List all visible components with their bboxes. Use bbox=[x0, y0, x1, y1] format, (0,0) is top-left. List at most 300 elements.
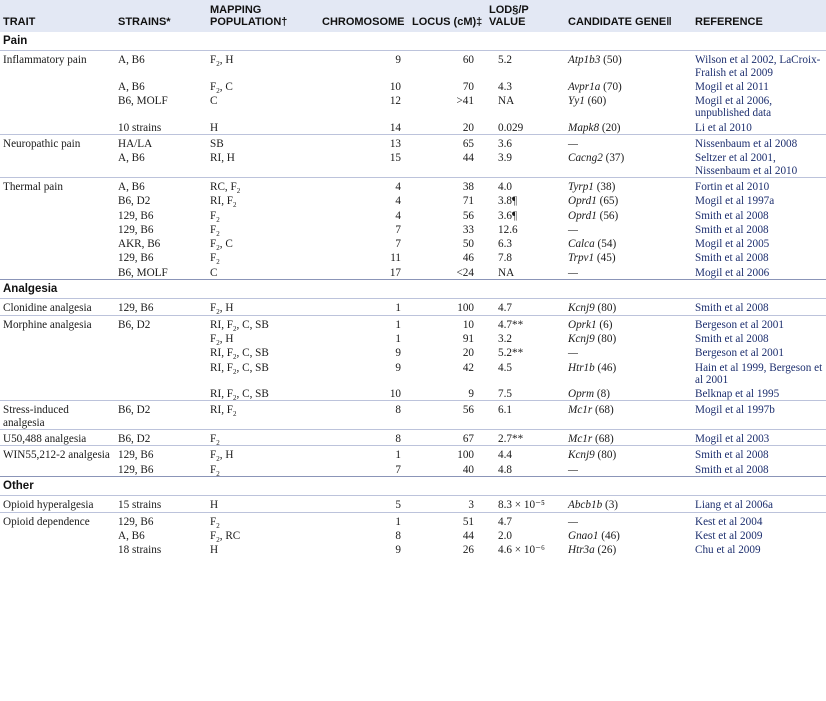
locus-cell: 70 bbox=[462, 80, 474, 93]
table-row bbox=[0, 462, 826, 477]
reference-cell: Liang et al 2006a bbox=[692, 496, 826, 512]
candidate-gene: Gnao1 bbox=[568, 529, 599, 542]
lod-cell: 4.6 × 10⁻⁶ bbox=[498, 544, 545, 557]
locus-cell: 60 bbox=[409, 51, 486, 79]
table-row bbox=[0, 331, 826, 345]
candidate-gene: Kcnj9 bbox=[568, 332, 595, 345]
candidate-cell bbox=[565, 236, 692, 250]
trait-name: Morphine analgesia bbox=[3, 318, 92, 331]
lod-cell: 3.6 bbox=[486, 135, 565, 151]
strains-cell: 15 strains bbox=[115, 496, 207, 512]
chromosome-cell: 9 bbox=[319, 51, 409, 79]
candidate-position: (38) bbox=[596, 180, 616, 193]
section-title: Pain bbox=[3, 35, 28, 47]
reference-cell: Bergeson et al 2001 bbox=[695, 347, 784, 360]
chromosome-cell: 8 bbox=[395, 529, 401, 542]
locus-cell: 65 bbox=[409, 135, 486, 151]
section-row bbox=[0, 32, 826, 51]
mapping-cell: H bbox=[210, 121, 219, 134]
reference-cell: Nissenbaum et al 2008 bbox=[692, 135, 826, 151]
chromosome-cell: 4 bbox=[395, 209, 401, 222]
candidate-gene: Oprd1 bbox=[568, 209, 597, 222]
lod-cell: 8.3 × 10⁻⁵ bbox=[486, 496, 565, 512]
chromosome-cell: 10 bbox=[389, 80, 401, 93]
mapping-cell: H bbox=[210, 544, 219, 557]
trait-cell bbox=[0, 193, 115, 207]
candidate-position: (68) bbox=[595, 433, 614, 446]
mapping-cell: $F_2$ bbox=[210, 223, 220, 239]
reference-cell: Smith et al 2008 bbox=[695, 252, 769, 265]
mapping-cell: RC, $F_2$ bbox=[207, 177, 319, 193]
trait-name: U50,488 analgesia bbox=[3, 433, 87, 446]
candidate-gene: Avpr1a bbox=[568, 80, 601, 93]
chromosome-cell: 1 bbox=[395, 332, 401, 345]
trait-cell bbox=[0, 135, 115, 151]
strains-cell: B6, D2 bbox=[115, 401, 207, 430]
candidate-gene: — bbox=[568, 223, 578, 236]
table-row bbox=[0, 360, 826, 387]
candidate-gene: Yy1 bbox=[568, 95, 585, 108]
table-row bbox=[0, 51, 826, 79]
strains-cell: B6, D2 bbox=[115, 430, 207, 446]
candidate-position: (20) bbox=[601, 121, 621, 134]
candidate-gene: Mapk8 bbox=[568, 121, 600, 134]
locus-cell: 91 bbox=[462, 332, 474, 345]
reference-cell: Mogil et al 2006, unpublished data bbox=[695, 95, 773, 120]
candidate-position: (80) bbox=[597, 302, 617, 315]
candidate-gene: — bbox=[568, 347, 578, 360]
trait-cell bbox=[0, 315, 115, 331]
table-row bbox=[0, 446, 826, 462]
candidate-gene: Htr1b bbox=[568, 361, 595, 374]
candidate-position: (70) bbox=[603, 80, 622, 93]
trait-cell bbox=[0, 177, 115, 193]
chromosome-cell: 1 bbox=[319, 299, 409, 315]
candidate-gene: Trpv1 bbox=[568, 252, 595, 265]
trait-cell bbox=[0, 222, 115, 236]
chromosome-cell: 8 bbox=[319, 401, 409, 430]
trait-cell bbox=[0, 51, 115, 79]
trait-cell bbox=[0, 265, 115, 280]
reference-cell: Fortin et al 2010 bbox=[692, 177, 826, 193]
locus-cell: 44 bbox=[462, 529, 474, 542]
candidate-position: (54) bbox=[597, 238, 617, 251]
mapping-cell: $F_2$, H bbox=[207, 51, 319, 79]
chromosome-cell: 4 bbox=[319, 177, 409, 193]
lod-cell: 6.1 bbox=[486, 401, 565, 430]
reference-cell: Mogil et al 2005 bbox=[695, 238, 770, 251]
candidate-cell bbox=[565, 401, 692, 430]
trait-name: Stress-induced analgesia bbox=[3, 404, 69, 429]
locus-cell: 26 bbox=[462, 544, 474, 557]
candidate-cell bbox=[565, 222, 692, 236]
trait-cell bbox=[0, 250, 115, 264]
mapping-cell: $F_2$ bbox=[207, 430, 319, 446]
candidate-position: (65) bbox=[599, 195, 619, 208]
trait-cell bbox=[0, 236, 115, 250]
reference-cell: Seltzer et al 2001, Nissenbaum et al 2010 bbox=[695, 152, 798, 177]
reference-cell: Wilson et al 2002, LaCroix-Fralish et al 2009 bbox=[692, 51, 826, 79]
candidate-gene: Oprd1 bbox=[568, 195, 597, 208]
candidate-cell bbox=[565, 331, 692, 345]
mapping-cell: $F_2$, H bbox=[210, 332, 234, 348]
candidate-gene: Oprm bbox=[568, 388, 595, 401]
candidate-cell bbox=[565, 51, 692, 79]
candidate-cell bbox=[565, 512, 692, 528]
strains-cell: A, B6 bbox=[118, 529, 145, 542]
lod-cell: 4.7** bbox=[486, 315, 565, 331]
locus-cell: 50 bbox=[462, 238, 474, 251]
lod-cell: 4.8 bbox=[498, 463, 512, 476]
table-row bbox=[0, 386, 826, 401]
candidate-gene: Mc1r bbox=[568, 433, 593, 446]
header-candidate-gene: CANDIDATE GENE‖ bbox=[568, 16, 672, 28]
table-row bbox=[0, 542, 826, 556]
reference-cell: Hain et al 1999, Bergeson et al 2001 bbox=[695, 361, 823, 386]
strains-cell: A, B6 bbox=[118, 80, 145, 93]
lod-cell: 7.8 bbox=[498, 252, 512, 265]
chromosome-cell: 7 bbox=[395, 223, 401, 236]
mapping-cell: RI, H bbox=[210, 152, 235, 165]
strains-cell: B6, MOLF bbox=[118, 95, 168, 108]
candidate-position: (60) bbox=[587, 95, 607, 108]
locus-cell: 20 bbox=[462, 347, 474, 360]
candidate-gene: Atp1b3 bbox=[568, 54, 601, 67]
table-header-row bbox=[0, 0, 826, 32]
lod-cell: 3.8¶ bbox=[498, 195, 518, 208]
reference-cell: Smith et al 2008 bbox=[695, 223, 769, 236]
candidate-gene: Abcb1b bbox=[568, 499, 603, 512]
mapping-cell: $F_2$, RC bbox=[210, 529, 241, 545]
lod-cell: 0.029 bbox=[498, 121, 524, 134]
strains-cell: AKR, B6 bbox=[118, 238, 161, 251]
locus-cell: 100 bbox=[409, 299, 486, 315]
strains-cell: 10 strains bbox=[118, 121, 162, 134]
trait-cell bbox=[0, 208, 115, 222]
lod-cell: 12.6 bbox=[498, 223, 518, 236]
locus-cell: 51 bbox=[409, 512, 486, 528]
candidate-position: (50) bbox=[603, 54, 622, 67]
table-row bbox=[0, 150, 826, 177]
candidate-cell bbox=[565, 93, 692, 120]
candidate-gene: — bbox=[568, 138, 578, 151]
mapping-cell: C bbox=[210, 95, 218, 108]
trait-name: Opioid dependence bbox=[3, 515, 90, 528]
mapping-cell: $F_2$ bbox=[210, 463, 220, 478]
chromosome-cell: 1 bbox=[319, 446, 409, 462]
candidate-position: (45) bbox=[596, 252, 616, 265]
candidate-gene: Kcnj9 bbox=[568, 302, 595, 315]
lod-cell: 2.7** bbox=[486, 430, 565, 446]
locus-cell: 44 bbox=[462, 152, 474, 165]
mapping-cell: $F_2$ bbox=[210, 209, 220, 224]
candidate-cell bbox=[565, 446, 692, 462]
header-strains: STRAINS* bbox=[118, 16, 171, 28]
lod-cell: 3.9 bbox=[498, 152, 512, 165]
candidate-cell bbox=[565, 120, 692, 135]
reference-cell: Mogil et al 2003 bbox=[692, 430, 826, 446]
trait-cell bbox=[0, 401, 115, 430]
table-row bbox=[0, 250, 826, 264]
table-row bbox=[0, 528, 826, 542]
trait-name: Thermal pain bbox=[3, 180, 63, 193]
reference-cell: Li et al 2010 bbox=[695, 121, 752, 134]
lod-cell: NA bbox=[498, 266, 515, 279]
chromosome-cell: 5 bbox=[319, 496, 409, 512]
candidate-gene: Htr3a bbox=[568, 544, 595, 557]
reference-cell: Chu et al 2009 bbox=[695, 544, 761, 557]
chromosome-cell: 15 bbox=[389, 152, 401, 165]
candidate-cell bbox=[565, 150, 692, 177]
candidate-cell bbox=[565, 79, 692, 93]
candidate-gene: — bbox=[568, 463, 578, 476]
mapping-cell: RI, $F_2$, C, SB bbox=[210, 347, 269, 362]
trait-cell bbox=[0, 93, 115, 120]
header-lod: LOD§/P VALUE bbox=[489, 4, 529, 28]
trait-cell bbox=[0, 512, 115, 528]
lod-cell: 7.5 bbox=[498, 388, 512, 401]
locus-cell: 46 bbox=[462, 252, 474, 265]
trait-cell bbox=[0, 430, 115, 446]
chromosome-cell: 7 bbox=[395, 463, 401, 476]
trait-name: Clonidine analgesia bbox=[3, 302, 92, 315]
table-body bbox=[0, 32, 826, 556]
candidate-cell bbox=[565, 496, 692, 512]
trait-cell bbox=[0, 528, 115, 542]
table-row bbox=[0, 430, 826, 446]
candidate-cell bbox=[565, 265, 692, 280]
lod-cell: 3.6¶ bbox=[498, 209, 518, 222]
trait-name: WIN55,212-2 analgesia bbox=[3, 449, 110, 462]
candidate-position: (3) bbox=[604, 499, 619, 512]
reference-cell: Mogil et al 1997a bbox=[695, 195, 775, 208]
table-row bbox=[0, 120, 826, 135]
lod-cell: 4.5 bbox=[498, 361, 512, 374]
candidate-position: (46) bbox=[601, 529, 620, 542]
table-row bbox=[0, 496, 826, 512]
locus-cell: 42 bbox=[462, 361, 474, 374]
header-chromosome: CHROMOSOME bbox=[322, 16, 405, 28]
candidate-cell bbox=[565, 315, 692, 331]
chromosome-cell: 9 bbox=[395, 361, 401, 374]
trait-cell bbox=[0, 299, 115, 315]
reference-cell: Mogil et al 1997b bbox=[692, 401, 826, 430]
chromosome-cell: 9 bbox=[395, 544, 401, 557]
chromosome-cell: 11 bbox=[390, 252, 401, 265]
locus-cell: 9 bbox=[468, 388, 474, 401]
candidate-cell bbox=[565, 299, 692, 315]
chromosome-cell: 1 bbox=[319, 315, 409, 331]
strains-cell: 129, B6 bbox=[115, 299, 207, 315]
candidate-cell bbox=[565, 528, 692, 542]
candidate-gene: Calca bbox=[568, 238, 595, 251]
reference-cell: Smith et al 2008 bbox=[692, 446, 826, 462]
candidate-cell bbox=[565, 430, 692, 446]
table-row bbox=[0, 222, 826, 236]
lod-cell: 4.4 bbox=[486, 446, 565, 462]
candidate-cell bbox=[565, 193, 692, 207]
chromosome-cell: 13 bbox=[319, 135, 409, 151]
table-row bbox=[0, 401, 826, 430]
candidate-gene: Mc1r bbox=[568, 404, 593, 417]
chromosome-cell: 14 bbox=[389, 121, 401, 134]
trait-cell bbox=[0, 120, 115, 135]
reference-cell: Smith et al 2008 bbox=[692, 299, 826, 315]
strains-cell: A, B6 bbox=[115, 177, 207, 193]
lod-cell: 6.3 bbox=[498, 238, 512, 251]
table-row bbox=[0, 299, 826, 315]
strains-cell: 129, B6 bbox=[118, 209, 154, 222]
mapping-cell: $F_2$, H bbox=[207, 299, 319, 315]
strains-cell: 129, B6 bbox=[115, 512, 207, 528]
header-reference: REFERENCE bbox=[695, 16, 763, 28]
header-mapping-population: MAPPING POPULATION† bbox=[210, 4, 288, 28]
candidate-position: (80) bbox=[597, 449, 617, 462]
locus-cell: 100 bbox=[409, 446, 486, 462]
mapping-cell: $F_2$, C bbox=[210, 80, 233, 96]
mapping-cell: $F_2$, H bbox=[207, 446, 319, 462]
strains-cell: 129, B6 bbox=[118, 463, 154, 476]
chromosome-cell: 4 bbox=[395, 195, 401, 208]
mapping-cell: RI, $F_2$, C, SB bbox=[210, 388, 269, 403]
lod-cell: 5.2** bbox=[498, 347, 524, 360]
candidate-position: (80) bbox=[597, 332, 617, 345]
table-row bbox=[0, 93, 826, 120]
section-row bbox=[0, 476, 826, 495]
candidate-position: (37) bbox=[605, 152, 625, 165]
locus-cell: 56 bbox=[462, 209, 474, 222]
reference-cell: Belknap et al 1995 bbox=[695, 388, 780, 401]
trait-cell bbox=[0, 542, 115, 556]
candidate-gene: Kcnj9 bbox=[568, 449, 595, 462]
locus-cell: 40 bbox=[462, 463, 474, 476]
lod-cell: 3.2 bbox=[498, 332, 512, 345]
mapping-cell: RI, $F_2$, C, SB bbox=[207, 315, 319, 331]
strains-cell: A, B6 bbox=[118, 152, 145, 165]
strains-cell: 129, B6 bbox=[115, 446, 207, 462]
candidate-gene: — bbox=[568, 266, 578, 279]
lod-cell: 2.0 bbox=[498, 529, 512, 542]
reference-cell: Smith et al 2008 bbox=[695, 209, 769, 222]
chromosome-cell: 9 bbox=[395, 347, 401, 360]
strains-cell: B6, D2 bbox=[115, 315, 207, 331]
locus-cell: 67 bbox=[409, 430, 486, 446]
trait-cell bbox=[0, 496, 115, 512]
strains-cell: 129, B6 bbox=[118, 252, 154, 265]
locus-cell: 3 bbox=[409, 496, 486, 512]
table-row bbox=[0, 79, 826, 93]
table-row bbox=[0, 208, 826, 222]
strains-cell: A, B6 bbox=[115, 51, 207, 79]
strains-cell: B6, D2 bbox=[118, 195, 151, 208]
locus-cell: 71 bbox=[462, 195, 474, 208]
candidate-position: (26) bbox=[597, 544, 617, 557]
reference-cell: Smith et al 2008 bbox=[695, 463, 769, 476]
lod-cell: 4.7 bbox=[486, 512, 565, 528]
locus-cell: 33 bbox=[462, 223, 474, 236]
strains-cell: B6, MOLF bbox=[118, 266, 168, 279]
table-row bbox=[0, 177, 826, 193]
candidate-position: (46) bbox=[597, 361, 617, 374]
mapping-cell: $F_2$ bbox=[210, 252, 220, 267]
candidate-gene: Tyrp1 bbox=[568, 180, 594, 193]
chromosome-cell: 17 bbox=[389, 266, 401, 279]
table-row bbox=[0, 135, 826, 151]
mapping-cell: RI, $F_2$, C, SB bbox=[210, 361, 269, 376]
table-row bbox=[0, 345, 826, 359]
mapping-cell: $F_2$ bbox=[207, 512, 319, 528]
lod-cell: 4.0 bbox=[486, 177, 565, 193]
chromosome-cell: 7 bbox=[395, 238, 401, 251]
locus-cell: 38 bbox=[409, 177, 486, 193]
reference-cell: Smith et al 2008 bbox=[695, 332, 769, 345]
table-row bbox=[0, 512, 826, 528]
reference-cell: Mogil et al 2011 bbox=[695, 80, 769, 93]
mapping-cell: SB bbox=[207, 135, 319, 151]
strains-cell bbox=[115, 360, 207, 387]
reference-cell: Mogil et al 2006 bbox=[695, 266, 770, 279]
candidate-position: (68) bbox=[595, 404, 614, 417]
reference-cell: Kest et al 2009 bbox=[695, 529, 763, 542]
reference-cell: Bergeson et al 2001 bbox=[692, 315, 826, 331]
candidate-cell bbox=[565, 386, 692, 401]
trait-cell bbox=[0, 79, 115, 93]
lod-cell: 5.2 bbox=[486, 51, 565, 79]
candidate-cell bbox=[565, 135, 692, 151]
trait-cell bbox=[0, 446, 115, 462]
chromosome-cell: 8 bbox=[319, 430, 409, 446]
mapping-cell: H bbox=[207, 496, 319, 512]
section-title: Other bbox=[0, 476, 826, 495]
trait-cell bbox=[0, 150, 115, 177]
candidate-cell bbox=[565, 250, 692, 264]
candidate-position: (8) bbox=[596, 388, 610, 401]
strains-cell: 18 strains bbox=[118, 544, 162, 557]
mapping-cell: RI, $F_2$ bbox=[207, 401, 319, 430]
mapping-cell: RI, $F_2$ bbox=[210, 195, 237, 210]
header-locus: LOCUS (cM)‡ bbox=[412, 16, 483, 28]
candidate-gene: — bbox=[568, 515, 578, 528]
table-row bbox=[0, 193, 826, 207]
trait-cell bbox=[0, 331, 115, 345]
header-trait: TRAIT bbox=[3, 16, 36, 28]
locus-cell: 56 bbox=[409, 401, 486, 430]
candidate-cell bbox=[565, 462, 692, 477]
candidate-cell bbox=[565, 360, 692, 387]
strains-cell: HA/LA bbox=[115, 135, 207, 151]
trait-name: Inflammatory pain bbox=[3, 54, 87, 67]
lod-cell: NA bbox=[498, 95, 515, 108]
section-row bbox=[0, 280, 826, 299]
strains-cell bbox=[115, 386, 207, 401]
table-row bbox=[0, 236, 826, 250]
trait-cell bbox=[0, 386, 115, 401]
mapping-cell: C bbox=[210, 266, 218, 279]
trait-name: Opioid hyperalgesia bbox=[3, 499, 94, 512]
section-title: Analgesia bbox=[0, 280, 826, 299]
candidate-cell bbox=[565, 542, 692, 556]
trait-cell bbox=[0, 360, 115, 387]
strains-cell bbox=[115, 345, 207, 359]
strains-cell bbox=[115, 331, 207, 345]
candidate-cell bbox=[565, 208, 692, 222]
table-row bbox=[0, 265, 826, 280]
strains-cell: 129, B6 bbox=[118, 223, 154, 236]
lod-cell: 4.7 bbox=[486, 299, 565, 315]
chromosome-cell: 1 bbox=[319, 512, 409, 528]
candidate-gene: Oprk1 bbox=[568, 318, 597, 331]
chromosome-cell: 10 bbox=[389, 388, 401, 401]
